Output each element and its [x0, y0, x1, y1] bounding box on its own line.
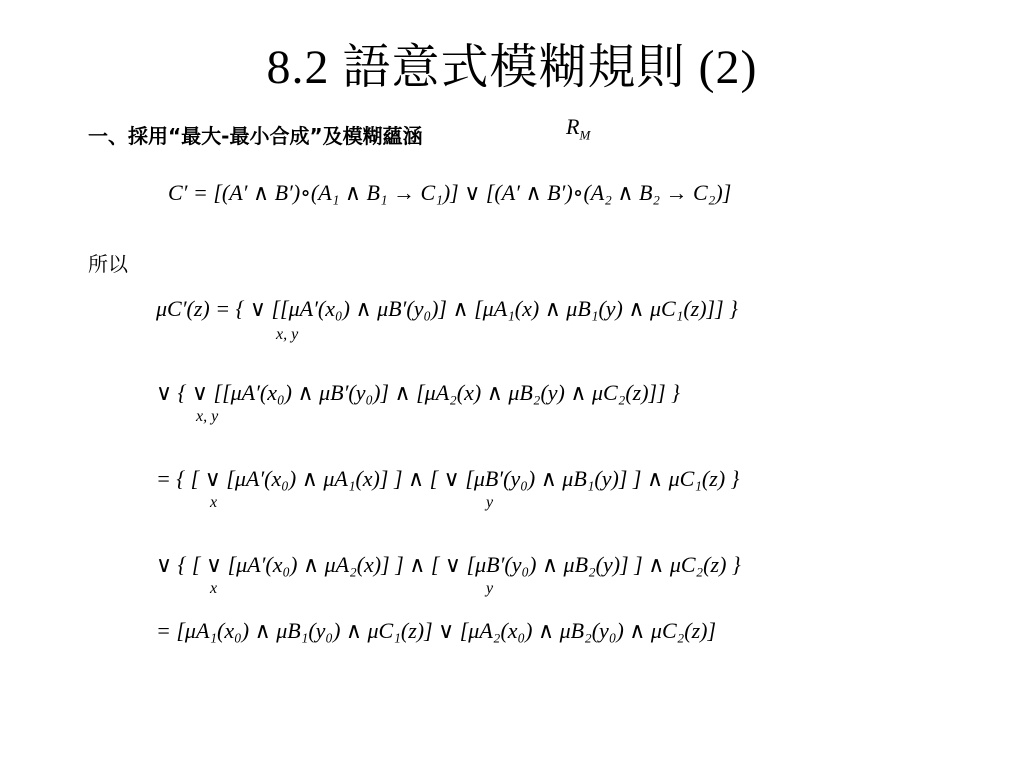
equation-line-4: ∨ { [ ∨ [μA′(x₀) ∧ μA₂(x)] ] ∧ [ ∨ [μB′(y₀) ∧ μB₂(y)] ] ∧ μC₂(z) } — [156, 552, 741, 577]
equation-line-5: = [μA₁(x₀) ∧ μB₁(y₀) ∧ μC₁(z)] ∨ [μA₂(x₀) ∧ μB₂(y₀) ∧ μC₂(z)] — [156, 618, 717, 643]
slide-title: 8.2 語意式模糊規則 (2) — [266, 41, 758, 94]
equation-line-1: μC′(z) = { ∨ [[μA′(x₀) ∧ μB′(y₀)] ∧ [μA₁(x) ∧ μB₁(y) ∧ μC₁(z)]] } — [156, 296, 738, 321]
equation-line-1-subscript: x, y — [276, 326, 299, 343]
rm-symbol — [566, 114, 590, 143]
equation-c-prime: C′ = [(A′ ∧ B′)∘(A₁ ∧ B₁ → C₁)] ∨ [(A′ ∧ B′)∘(A₂ ∧ B₂ → C₂)] — [168, 180, 732, 205]
equation-line-3-subscript-y: y — [486, 494, 494, 511]
rm-symbol-base: R — [566, 114, 580, 139]
rm-symbol-sub: M — [579, 127, 591, 143]
label-suoyi: 所以 — [88, 252, 128, 276]
equation-line-4-subscript-x: x — [210, 580, 218, 597]
equation-line-3: = { [ ∨ [μA′(x₀) ∧ μA₁(x)] ] ∧ [ ∨ [μB′(y₀) ∧ μB₁(y)] ] ∧ μC₁(z) } — [156, 466, 740, 491]
equation-line-4-subscript-y: y — [486, 580, 494, 597]
equation-line-3-subscript-x: x — [210, 494, 218, 511]
equation-line-2: ∨ { ∨ [[μA′(x₀) ∧ μB′(y₀)] ∧ [μA₂(x) ∧ μB₂(y) ∧ μC₂(z)]] } — [156, 380, 680, 405]
equation-line-2-subscript: x, y — [196, 408, 219, 425]
subtitle: 一、採用“最大-最小合成”及模糊蘊涵 — [88, 124, 423, 148]
